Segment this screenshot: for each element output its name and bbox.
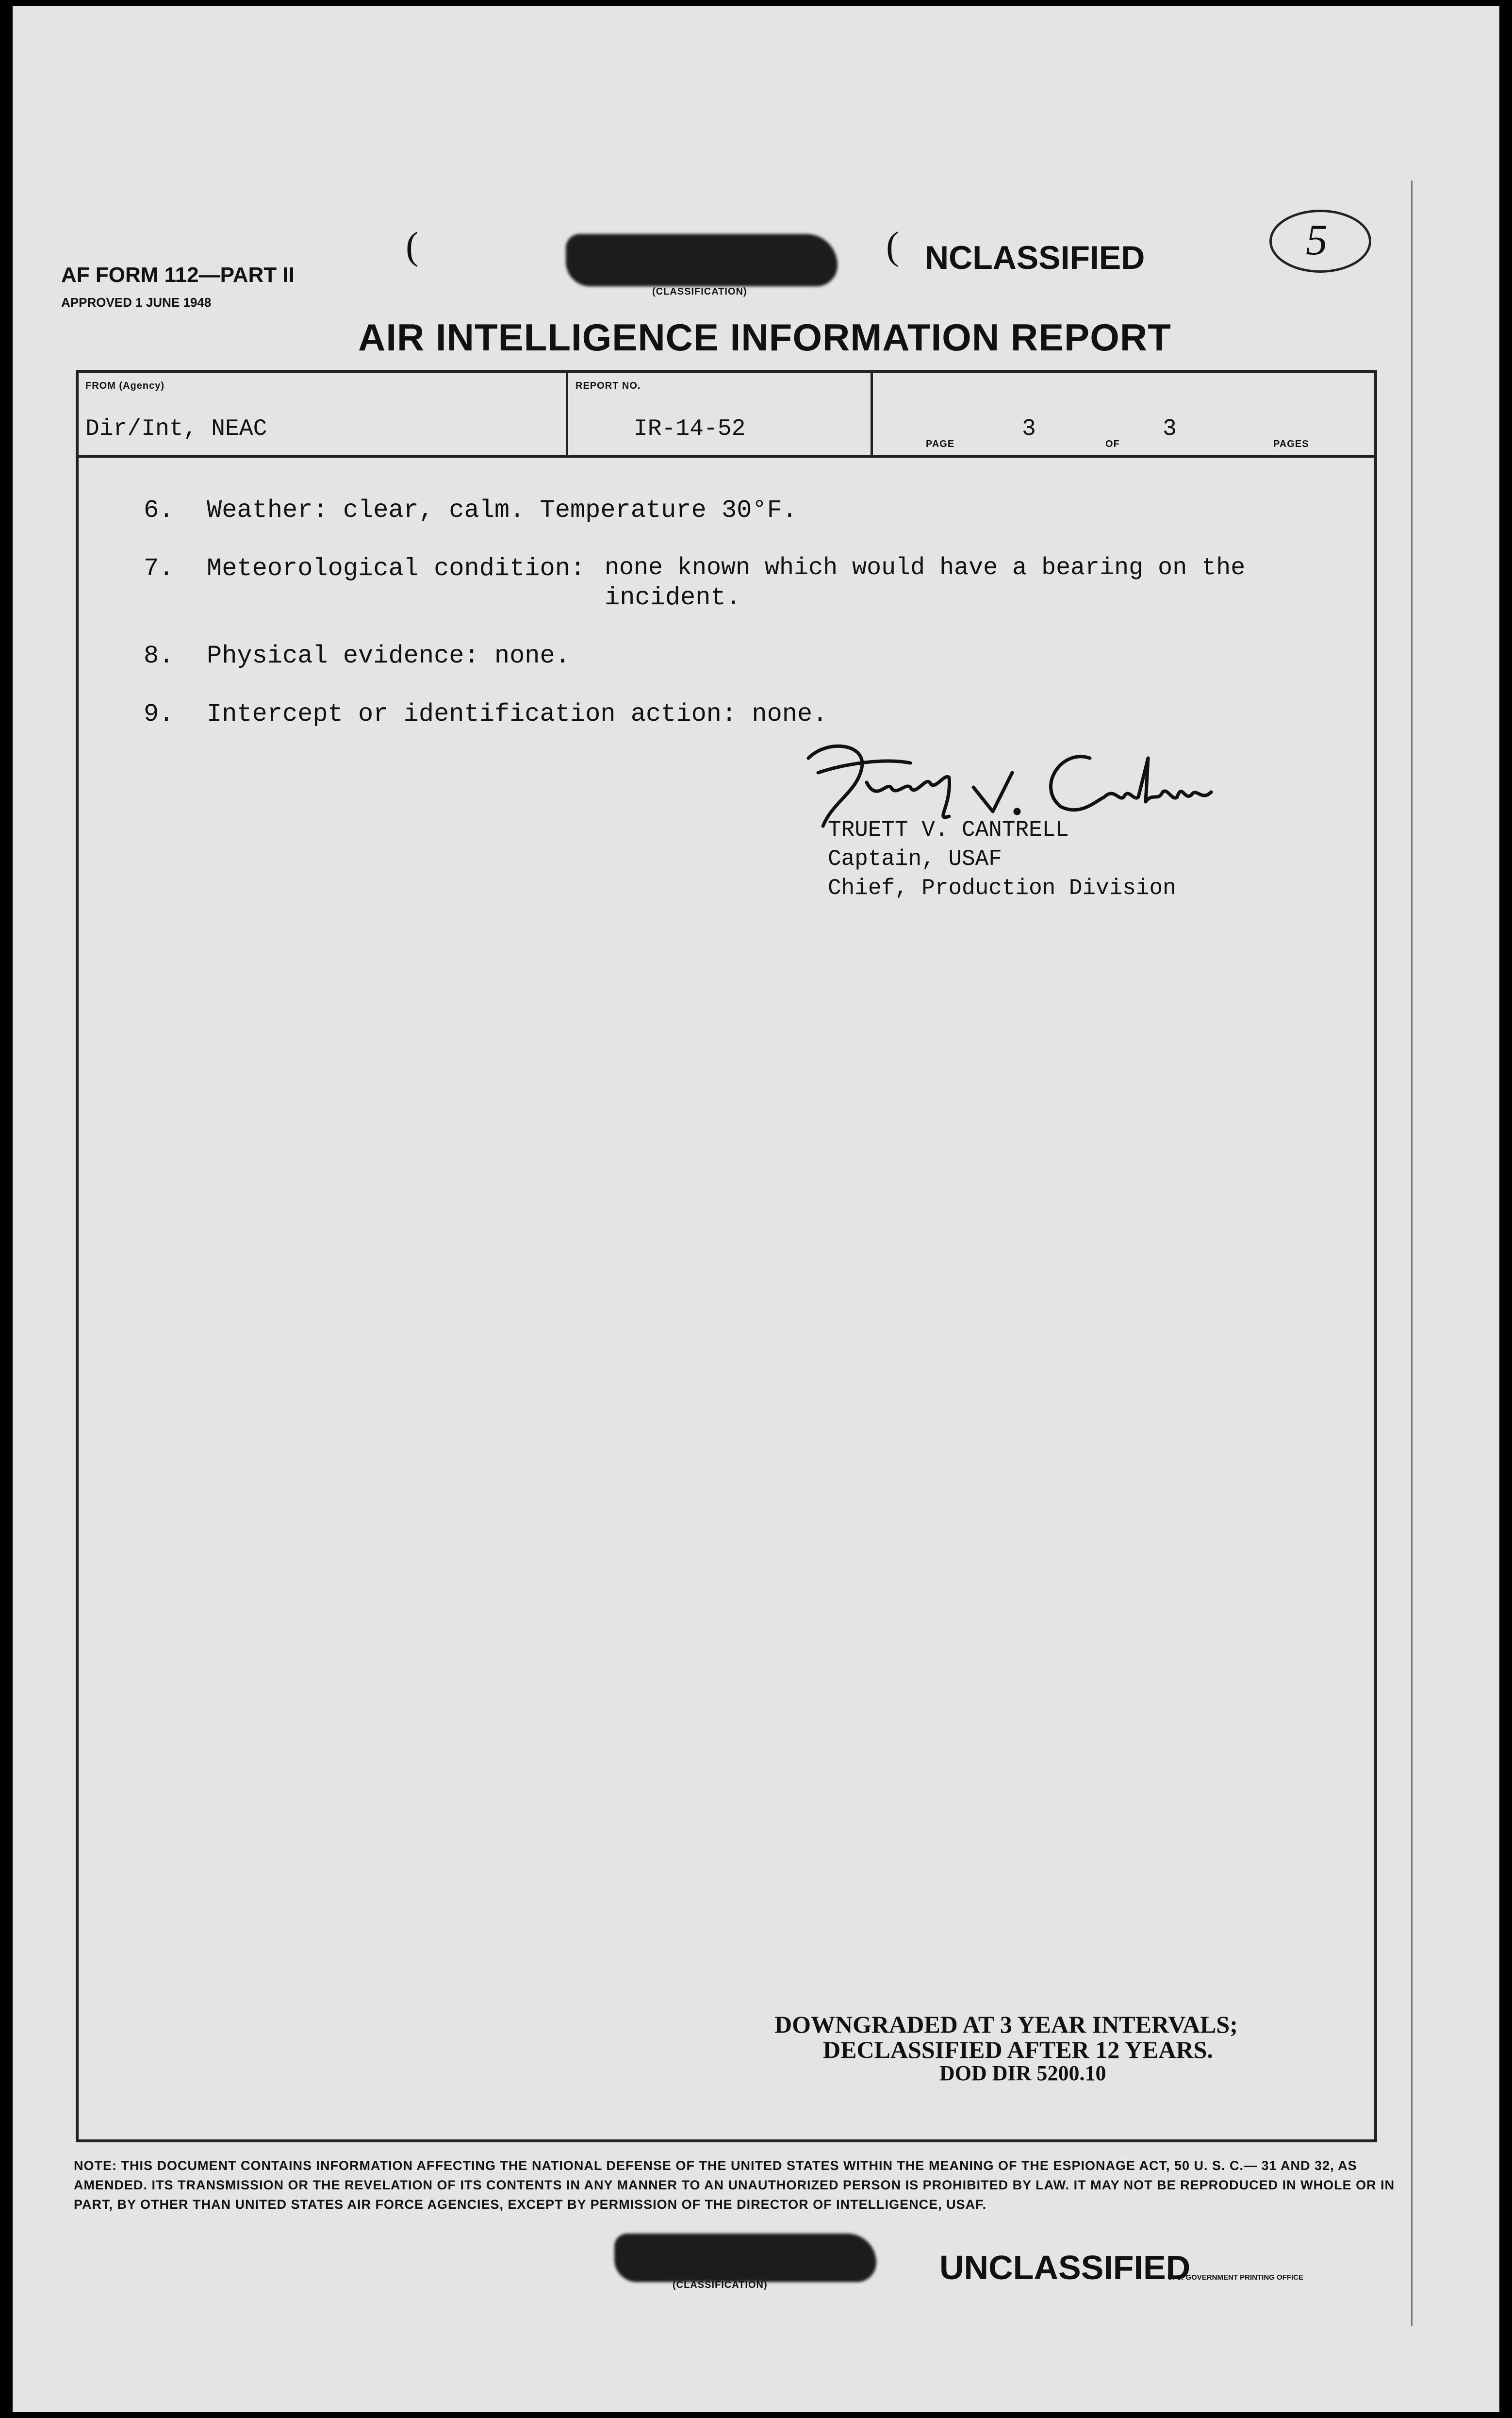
form-id: AF FORM 112—PART II bbox=[61, 263, 295, 287]
report-title: AIR INTELLIGENCE INFORMATION REPORT bbox=[358, 316, 1171, 359]
header-row-divider bbox=[79, 455, 1374, 458]
pages-label: PAGES bbox=[1273, 439, 1309, 449]
page-value: 3 bbox=[1022, 416, 1036, 442]
report-value: IR-14-52 bbox=[634, 416, 746, 442]
from-value: Dir/Int, NEAC bbox=[85, 416, 267, 442]
item-7-continuation-2: incident. bbox=[605, 583, 741, 612]
document-page bbox=[13, 6, 1499, 2412]
espionage-act-notice: NOTE: THIS DOCUMENT CONTAINS INFORMATION AFFECTING THE NATIONAL DEFENSE OF THE UNITED STATES WITHIN THE MEANING OF THE ESPIONAGE ACT, 50 U. S. C.— 31 AND 32, AS AMENDED. ITS TRANSMISSION OR THE REVELATION OF ITS CONTENTS IN ANY MANNER TO AN UNAUTHORIZED PERSON IS PROHIBITED BY LAW. IT MAY NOT BE REPRODUCED IN WHOLE OR IN PART, BY OTHER THAN UNITED STATES AIR FORCE AGENCIES, EXCEPT BY PERMISSION OF THE DIRECTOR OF INTELLIGENCE, USAF. bbox=[74, 2158, 1395, 2212]
classification-caption-bottom: (CLASSIFICATION) bbox=[673, 2280, 768, 2290]
from-label: FROM (Agency) bbox=[85, 381, 164, 391]
from-column-divider bbox=[566, 373, 568, 456]
classification-caption-top: (CLASSIFICATION) bbox=[652, 286, 747, 297]
page-label: PAGE bbox=[926, 439, 955, 449]
of-label: OF bbox=[1105, 439, 1120, 449]
item-9-text: Intercept or identification action: none. bbox=[207, 700, 828, 729]
item-8-number: 8. bbox=[144, 642, 174, 670]
printer-imprint: U. S. GOVERNMENT PRINTING OFFICE bbox=[1167, 2273, 1304, 2282]
downgrade-line-3: DOD DIR 5200.10 bbox=[939, 2061, 1106, 2085]
open-paren-right: ( bbox=[886, 225, 899, 267]
downgrade-line-1: DOWNGRADED AT 3 YEAR INTERVALS; bbox=[774, 2011, 1238, 2038]
of-value: 3 bbox=[1163, 416, 1177, 442]
item-9-number: 9. bbox=[144, 700, 174, 729]
open-paren-left: ( bbox=[406, 225, 419, 267]
classification-redaction-bottom bbox=[614, 2234, 876, 2282]
page-marker-number: 5 bbox=[1306, 216, 1328, 264]
page-marker bbox=[1269, 210, 1371, 273]
item-7-text: Meteorological condition: bbox=[207, 554, 586, 583]
item-7-continuation-1: none known which would have a bearing on the bbox=[605, 554, 1246, 582]
report-frame bbox=[76, 370, 1377, 2142]
signer-position: Chief, Production Division bbox=[828, 876, 1176, 901]
item-8-text: Physical evidence: none. bbox=[207, 642, 570, 670]
item-7-number: 7. bbox=[144, 554, 174, 583]
report-column-divider bbox=[871, 373, 873, 456]
classification-redaction-top bbox=[566, 234, 838, 286]
signer-name: TRUETT V. CANTRELL bbox=[828, 817, 1069, 843]
signer-rank: Captain, USAF bbox=[828, 846, 1002, 872]
item-6-text: Weather: clear, calm. Temperature 30°F. bbox=[207, 496, 797, 525]
downgrade-line-2: DECLASSIFIED AFTER 12 YEARS. bbox=[823, 2036, 1213, 2063]
approved-date: APPROVED 1 JUNE 1948 bbox=[61, 295, 212, 310]
item-6-number: 6. bbox=[144, 496, 174, 525]
report-label: REPORT NO. bbox=[575, 381, 641, 391]
classification-bottom: UNCLASSIFIED bbox=[939, 2249, 1191, 2286]
classification-top: NCLASSIFIED bbox=[925, 239, 1145, 276]
